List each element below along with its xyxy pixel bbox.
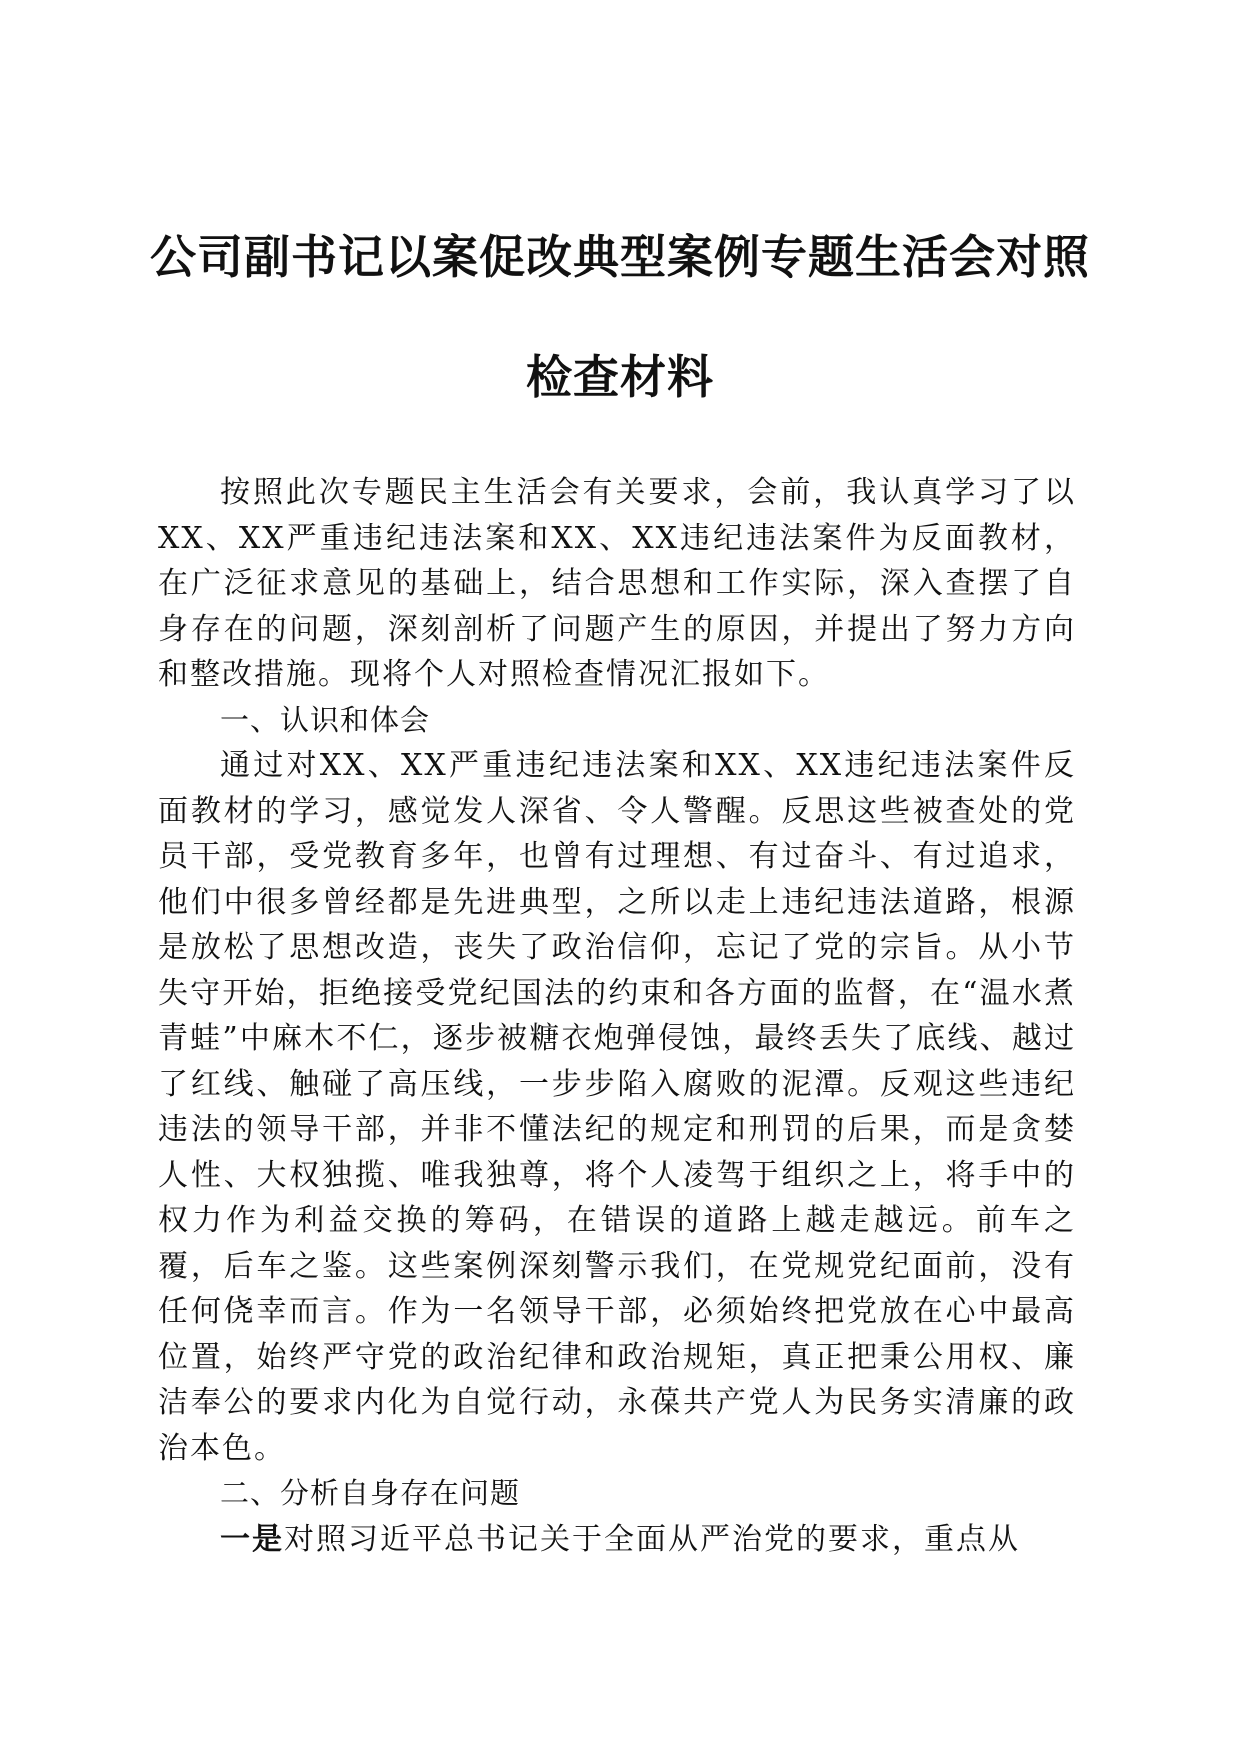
section-1-paragraph: 通过对XX、XX严重违纪违法案和XX、XX违纪违法案件反面教材的学习，感觉发人深省、令人警醒。反思这些被查处的党员干部，受党教育多年，也曾有过理想、有过奋斗、有过追求，他们中很多曾经都是先进典型，之所以走上违纪违法道路，根源是放松了思想改造，丧失了政治信仰，忘记了党的宗旨。从小节失守开始，拒绝接受党纪国法的约束和各方面的监督，在“温水煮青蛙”中麻木不仁，逐步被糖衣炮弹侵蚀，最终丢失了底线、越过了红线、触碰了高压线，一步步陷入腐败的泥潭。反观这些违纪违法的领导干部，并非不懂法纪的规定和刑罚的后果，而是贪婪人性、大权独揽、唯我独尊，将个人凌驾于组织之上，将手中的权力作为利益交换的筹码，在错误的道路上越走越远。前车之覆，后车之鉴。这些案例深刻警示我们，在党规党纪面前，没有任何侥幸而言。作为一名领导干部，必须始终把党放在心中最高位置，始终严守党的政治纪律和政治规矩，真正把秉公用权、廉洁奉公的要求内化为自觉行动，永葆共产党人为民务实清廉的政治本色。 <box>158 748 1076 1466</box>
document-title-line-2: 检查材料 <box>526 350 714 404</box>
section-1-heading: 一、认识和体会 <box>220 702 431 737</box>
intro-paragraph: 按照此次专题民主生活会有关要求，会前，我认真学习了以XX、XX严重违纪违法案和XX、XX违纪违法案件为反面教材，在广泛征求意见的基础上，结合思想和工作实际，深入查摆了自身存在的问题，深刻剖析了问题产生的原因，并提出了努力方向和整改措施。现将个人对照检查情况汇报如下。 <box>158 475 1076 692</box>
section-2-heading: 二、分析自身存在问题 <box>220 1476 521 1510</box>
document-body <box>158 470 1076 1562</box>
section-2-paragraph <box>158 1517 1076 1563</box>
section-2-text: 对照习近平总书记关于全面从严治党的要求，重点从 <box>284 1521 1020 1557</box>
section-2-lead: 一是 <box>220 1521 284 1557</box>
document-title-line-1: 公司副书记以案促改典型案例专题生活会对照 <box>150 230 1090 284</box>
